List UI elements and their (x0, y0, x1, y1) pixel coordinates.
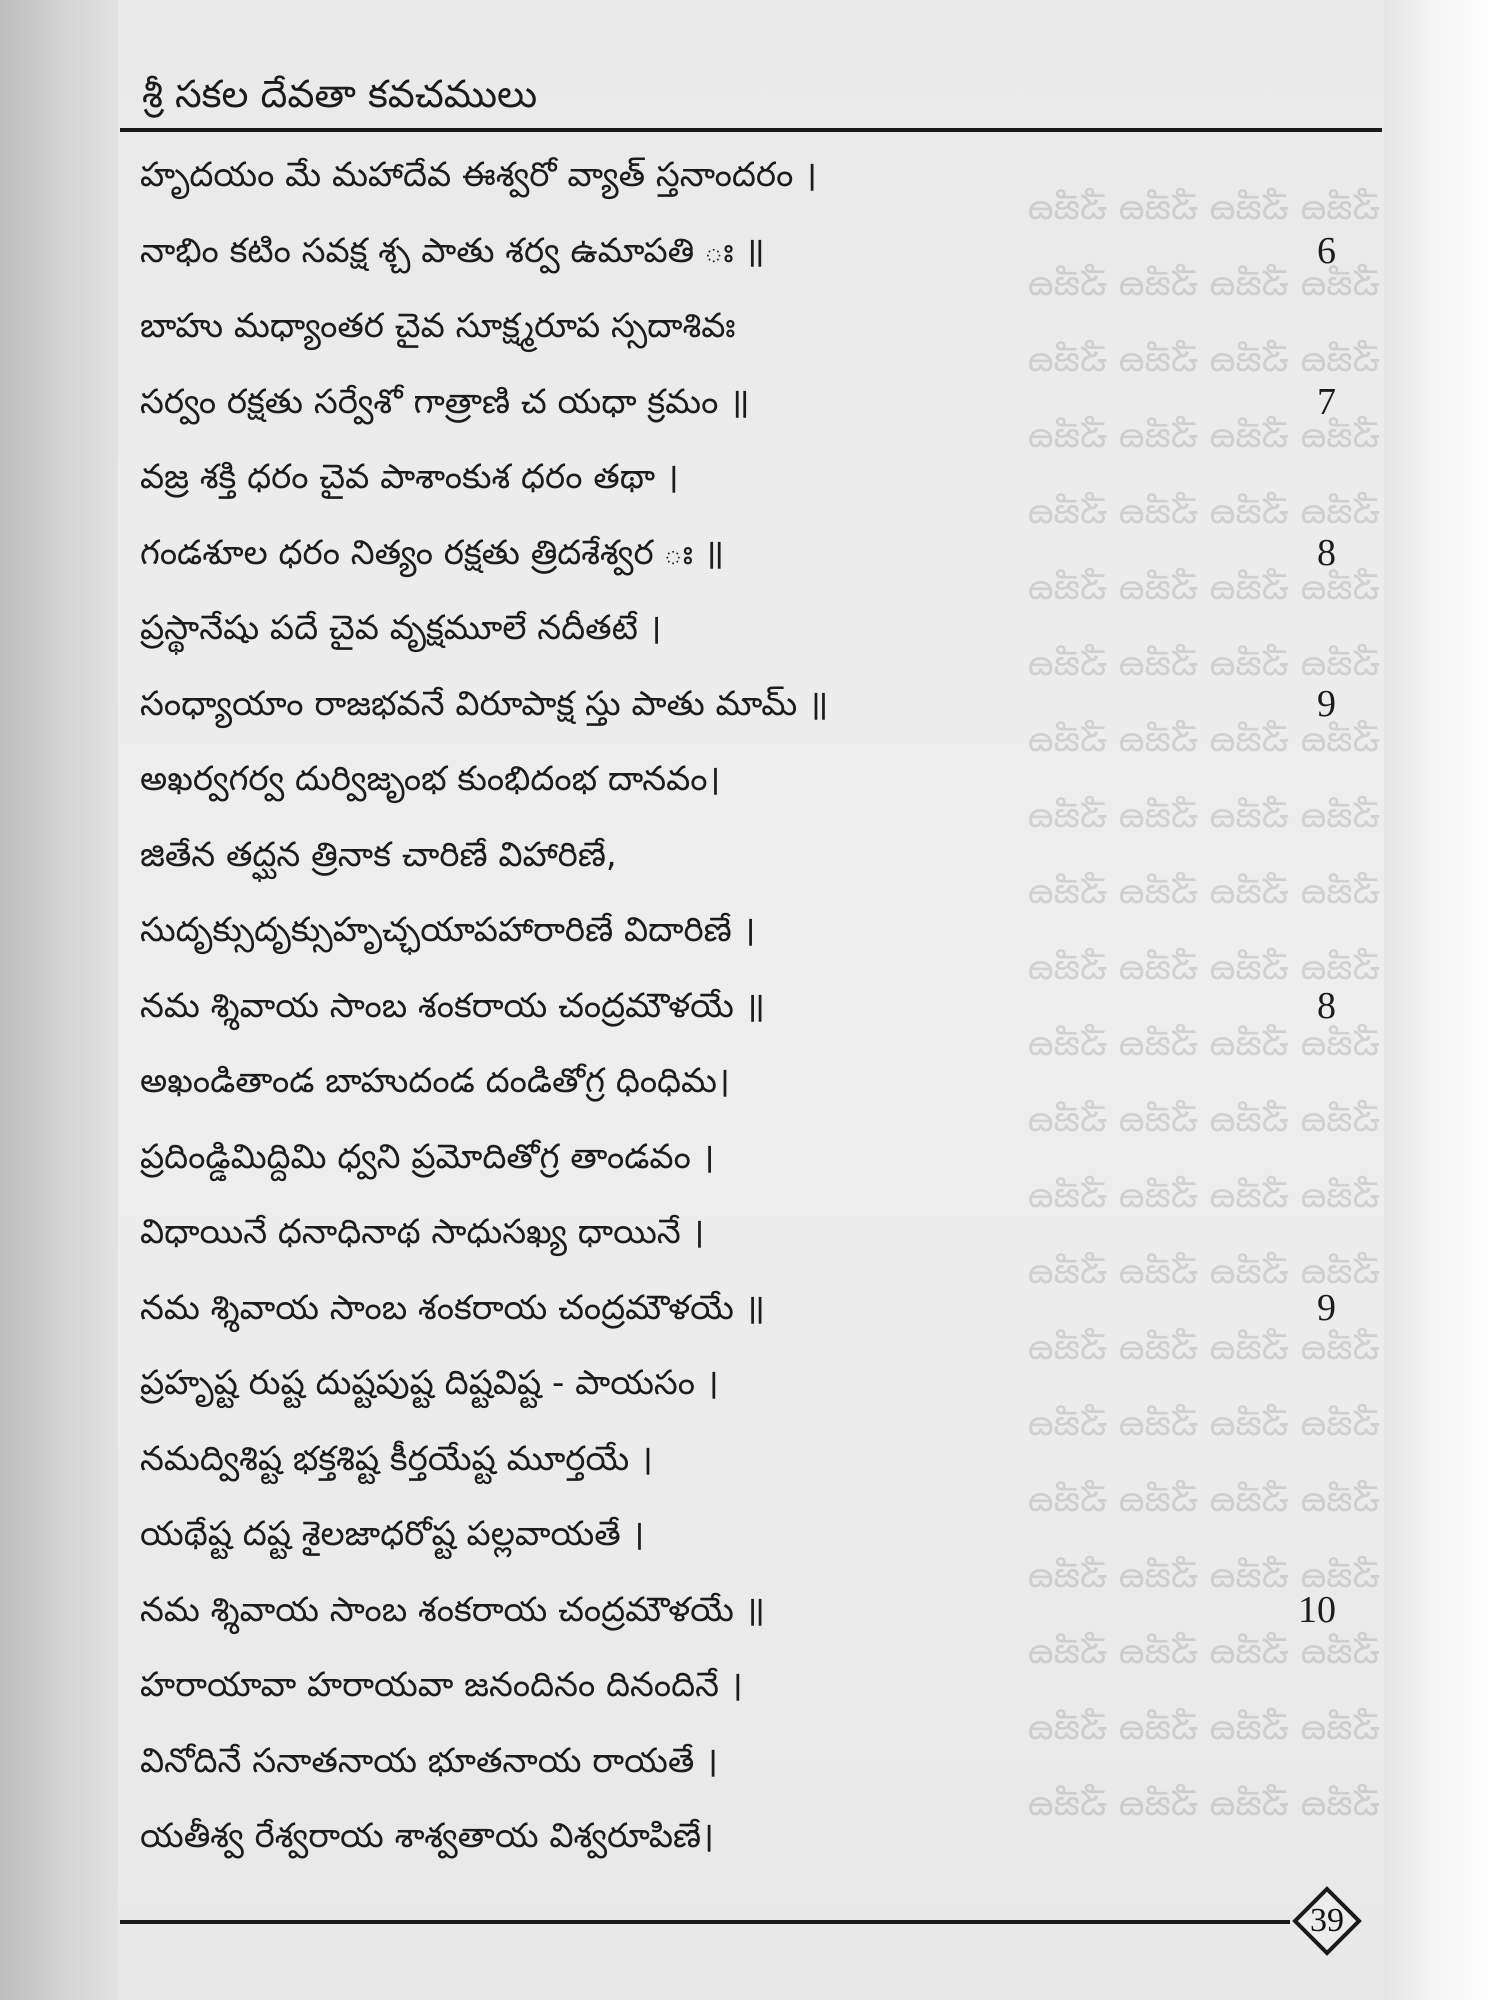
verse-line (140, 299, 1340, 353)
verse-line (140, 752, 1340, 806)
verse-text: సర్వం రక్షతు సర్వేశో గాత్రాణి చ యధా క్రమం ॥ (140, 381, 750, 422)
verse-text: వజ్ర శక్తి ధరం చైవ పాశాంకుశ ధరం తథా । (140, 457, 679, 497)
verse-number: 9 (1317, 682, 1336, 725)
verse-block (140, 148, 1340, 1885)
bleed-through-text: ౘౙౚ ౘౙౚ ౘౙౚ ౘౙౚ ౘౙౚ ౘౙౚ ౘౙౚ ౘౙౚ ౘౙౚ ౘౙౚ ౘౙౚ ౘౙౚ ౘౙౚ ౘౙౚ ౘౙౚ ౘౙౚ ౘౙౚ ౘౙౚ ౘౙౚ ౘౙౚ ౘౙౚ ౘౙౚ ౘౙౚ ౘౙౚ ౘౙౚ ౘౙౚ ౘౙౚ ౘౙౚ ౘౙౚ ౘౙౚ ౘౙౚ ౘౙౚ ౘౙౚ ౘౙౚ ౘౙౚ ౘౙౚ ౘౙౚ ౘౙౚ ౘౙౚ ౘౙౚ ౘౙౚ ౘౙౚ ౘౙౚ ౘౙౚ ౘౙౚ ౘౙౚ ౘౙౚ ౘౙౚ ౘౙౚ ౘౙౚ ౘౙౚ ౘౙౚ ౘౙౚ ౘౙౚ ౘౙౚ ౘౙౚ ౘౙౚ ౘౙౚ ౘౙౚ ౘౙౚ ౘౙౚ ౘౙౚ ౘౙౚ ౘౙౚ ౘౙౚ ౘౙౚ ౘౙౚ ౘౙౚ ౘౙౚ ౘౙౚ ౘౙౚ ౘౙౚ ౘౙౚ ౘౙౚ ౘౙౚ ౘౙౚ ౘౙౚ ౘౙౚ ౘౙౚ ౘౙౚ ౘౙౚ ౘౙౚ ౘౙౚ ౘౙౚ ౘౙౚ ౘౙౚ ౘౙౚ ౘౙౚ (1027, 187, 1380, 1824)
page-number-badge (1292, 1886, 1362, 1956)
verse-text: అఖర్వగర్వ దుర్విజృంభ కుంభిదంభ దానవం। (140, 759, 721, 799)
verse-line (140, 1356, 1340, 1410)
verse-text: హరాయావా హరాయవా జనందినం దినందినే । (140, 1665, 743, 1705)
header-rule (120, 128, 1382, 132)
verse-line (140, 1432, 1340, 1486)
verse-text: గండశూల ధరం నిత్యం రక్షతు త్రిదశేశ్వర ః ॥ (140, 532, 725, 573)
verse-text: నమద్విశిష్ట భక్తశిష్ట కీర్తయేష్ట మూర్తయే । (140, 1438, 653, 1479)
verse-line (140, 979, 1340, 1033)
verse-line (140, 828, 1340, 882)
footer-rule (120, 1920, 1290, 1924)
verse-number: 9 (1317, 1286, 1336, 1329)
verse-text: ప్రస్థానేషు పదే చైవ వృక్షమూలే నదీతటే । (140, 608, 662, 648)
verse-number: 10 (1298, 1588, 1336, 1631)
verse-line (140, 1205, 1340, 1259)
verse-text: అఖండితాండ బాహుదండ దండితోగ్ర ధింధిమ। (140, 1061, 730, 1101)
verse-line (140, 375, 1340, 429)
verse-text: యథేష్ట దష్ట శైలజాధరోష్ట పల్లవాయతే । (140, 1514, 645, 1554)
scan-left-margin (0, 0, 118, 2000)
verse-line (140, 1507, 1340, 1561)
verse-line (140, 224, 1340, 278)
verse-number: 8 (1317, 531, 1336, 574)
verse-line (140, 677, 1340, 731)
running-header-title: శ్రీ సకల దేవతా కవచములు (142, 72, 538, 116)
verse-text: సుదృక్సుదృక్సుహృచ్ఛయాపహారారిణే విదారిణే । (140, 910, 756, 950)
verse-text: నమ శ్శివాయ సాంబ శంకరాయ చంద్రమౌళయే ॥ (140, 1589, 766, 1630)
verse-text: నమ శ్శివాయ సాంబ శంకరాయ చంద్రమౌళయే ॥ (140, 985, 766, 1026)
verse-line (140, 1130, 1340, 1184)
verse-number: 8 (1317, 984, 1336, 1027)
verse-line (140, 601, 1340, 655)
verse-text: నమ శ్శివాయ సాంబ శంకరాయ చంద్రమౌళయే ॥ (140, 1287, 766, 1328)
verse-line (140, 526, 1340, 580)
page-number: 39 (1310, 1902, 1344, 1939)
verse-text: బాహు మధ్యాంతర చైవ సూక్ష్మరూప స్సదాశివః (140, 306, 736, 346)
verse-text: హృదయం మే మహాదేవ ఈశ్వరో వ్యాత్ స్తనాందరం । (140, 155, 818, 195)
verse-line (140, 903, 1340, 957)
verse-text: వినోదినే సనాతనాయ భూతనాయ రాయతే । (140, 1740, 718, 1781)
verse-line (140, 1583, 1340, 1637)
verse-number: 7 (1317, 380, 1336, 423)
verse-text: ప్రదిండ్డిమిద్దిమి ధ్వని ప్రమోదితోగ్ర తాండవం । (140, 1136, 715, 1177)
verse-line (140, 1281, 1340, 1335)
scan-right-margin (1384, 0, 1500, 2000)
verse-text: విధాయినే ధనాధినాథ సాధుసఖ్య ధాయినే । (140, 1212, 705, 1252)
verse-text: ప్రహృష్ట రుష్ట దుష్టపుష్ట దిష్టవిష్ట - పాయసం । (140, 1363, 719, 1403)
verse-line (140, 450, 1340, 504)
verse-text: జితేన తద్ఘన త్రినాక చారిణే విహారిణే, (140, 834, 617, 875)
verse-text: యతీశ్వ రేశ్వరాయ శాశ్వతాయ విశ్వరూపిణే। (140, 1816, 714, 1856)
verse-text: నాభిం కటిం సవక్ష శ్చ పాతు శర్వ ఉమాపతి ః ॥ (140, 230, 765, 271)
verse-line (140, 1734, 1340, 1788)
verse-line (140, 148, 1340, 202)
verse-line (140, 1054, 1340, 1108)
verse-line (140, 1809, 1340, 1863)
verse-line (140, 1658, 1340, 1712)
verse-number: 6 (1317, 229, 1336, 272)
verse-text: సంధ్యాయాం రాజభవనే విరూపాక్ష స్తు పాతు మామ్ ॥ (140, 683, 829, 724)
